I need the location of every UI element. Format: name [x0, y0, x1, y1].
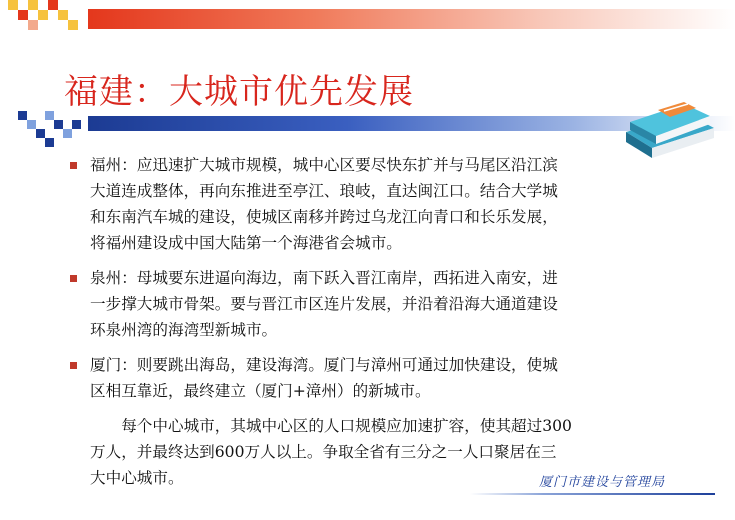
bullet-icon: [70, 275, 77, 282]
footer-organization: 厦门市建设与管理局: [538, 475, 665, 490]
summary-paragraph-text: 每个中心城市，其城中心区的人口规模应加速扩容，使其超过300 万人，并最终达到600万人以上。争取全省有三分之一人口聚居在三 大中心城市。: [90, 417, 572, 487]
list-item: [70, 265, 695, 343]
header-red-band: [88, 9, 735, 29]
squares-decoration-icon: [18, 107, 88, 151]
bullet-icon: [70, 362, 77, 369]
list-item-text: 厦门：则要跳出海岛，建设海湾。厦门与漳州可通过加快建设，使城 区相互靠近，最终建立（厦门+漳州）的新城市。: [90, 356, 558, 400]
bullet-icon: [70, 162, 77, 169]
footer-divider: [470, 493, 715, 495]
squares-decoration-icon: [8, 0, 88, 40]
slide-title: 福建：大城市优先发展: [64, 72, 414, 112]
slide-body: [70, 152, 695, 491]
list-item: [70, 352, 695, 404]
list-item-text: 泉州：母城要东进逼向海边，南下跃入晋江南岸，西拓进入南安，进 一步撑大城市骨架。要与晋江市区连片发展，并沿着沿海大通道建设 环泉州湾的海湾型新城市。: [90, 269, 558, 339]
list-item: [70, 152, 695, 256]
list-item-text: 福州：应迅速扩大城市规模，城中心区要尽快东扩并与马尾区沿江滨 大道连成整体，再向东推进至亭江、琅岐，直达闽江口。结合大学城 和东南汽车城的建设，使城区南移并跨过乌龙江向青口和长乐发展， 将福州建设成中国大陆第一个海港省会城市。: [90, 156, 558, 252]
